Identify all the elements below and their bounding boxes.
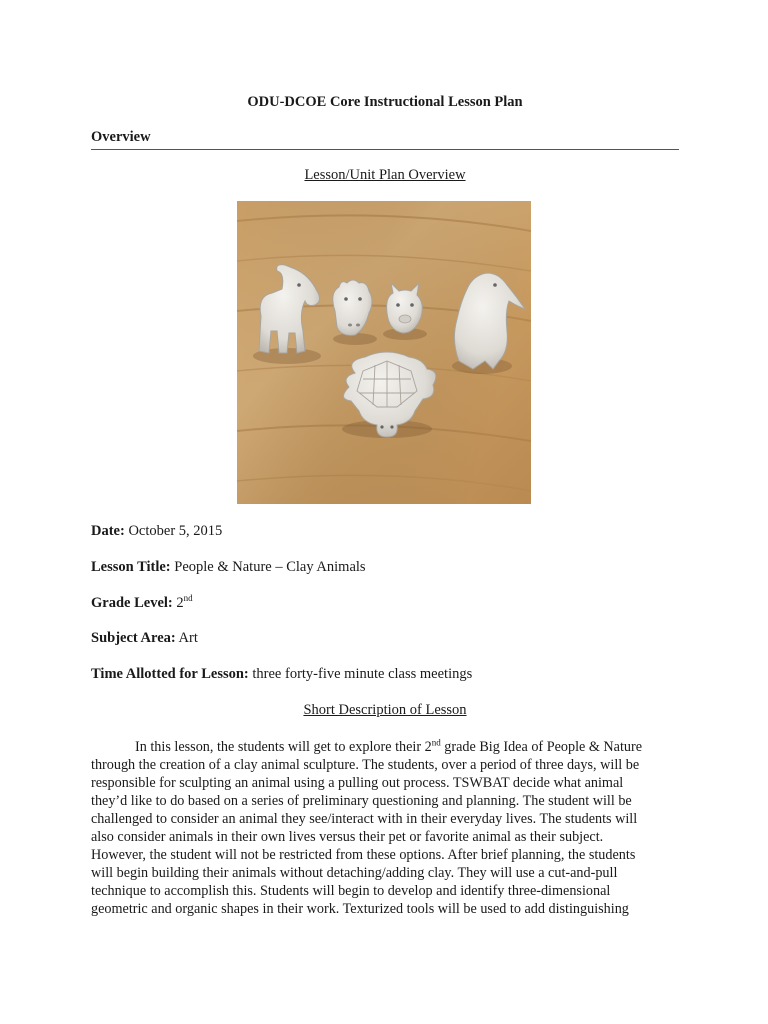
field-lesson-title (91, 559, 366, 576)
lesson-plan-page (91, 0, 679, 1024)
description-line: However, the student will not be restricted from these options. After brief planning, the students (91, 847, 636, 863)
subheading-short-description: Short Description of Lesson (303, 702, 467, 718)
field-grade-level (91, 595, 193, 612)
field-date-label: Date: (91, 523, 125, 539)
field-lesson-title-label: Lesson Title: (91, 559, 171, 575)
description-line (91, 738, 679, 756)
subheading-lesson-unit-overview: Lesson/Unit Plan Overview (304, 167, 466, 183)
document-title: ODU-DCOE Core Instructional Lesson Plan (247, 94, 523, 110)
description-line: geometric and organic shapes in their work. Texturized tools will be used to add distinguishing (91, 901, 629, 917)
description-line: technique to accomplish this. Students will begin to develop and identify three-dimensional (91, 883, 611, 899)
field-subject-area (91, 630, 198, 647)
field-date (91, 523, 222, 540)
clay-animals-photo (237, 201, 531, 504)
description-line-sup: nd (431, 737, 441, 748)
field-subject-area-label: Subject Area: (91, 630, 176, 646)
description-paragraph (91, 738, 679, 918)
field-lesson-title-value: People & Nature – Clay Animals (174, 559, 366, 575)
description-line: challenged to consider an animal they see/interact with in their everyday lives. The students will (91, 811, 638, 827)
field-grade-level-value: 2 (176, 595, 184, 611)
field-grade-level-label: Grade Level: (91, 595, 173, 611)
description-line: also consider animals in their own lives versus their pet or favorite animal as their subject. (91, 829, 604, 845)
field-time-allotted (91, 666, 472, 683)
description-line-text: In this lesson, the students will get to explore their 2 (135, 739, 432, 755)
section-heading-overview: Overview (91, 129, 679, 150)
field-time-allotted-label: Time Allotted for Lesson: (91, 666, 249, 682)
description-line: responsible for sculpting an animal using a pulling out process. TSWBAT decide what animal (91, 775, 624, 791)
description-line: will begin building their animals without detaching/adding clay. They will use a cut-and-pull (91, 865, 618, 881)
description-line-text: grade Big Idea of People & Nature (440, 739, 643, 755)
field-subject-area-value: Art (178, 630, 198, 646)
field-date-value: October 5, 2015 (128, 523, 223, 539)
description-line: they’d like to do based on a series of preliminary questioning and planning. The student will be (91, 793, 632, 809)
field-grade-level-sup: nd (183, 593, 193, 604)
field-time-allotted-value: three forty-five minute class meetings (252, 666, 473, 682)
description-line: through the creation of a clay animal sculpture. The students, over a period of three days, will be (91, 757, 640, 773)
